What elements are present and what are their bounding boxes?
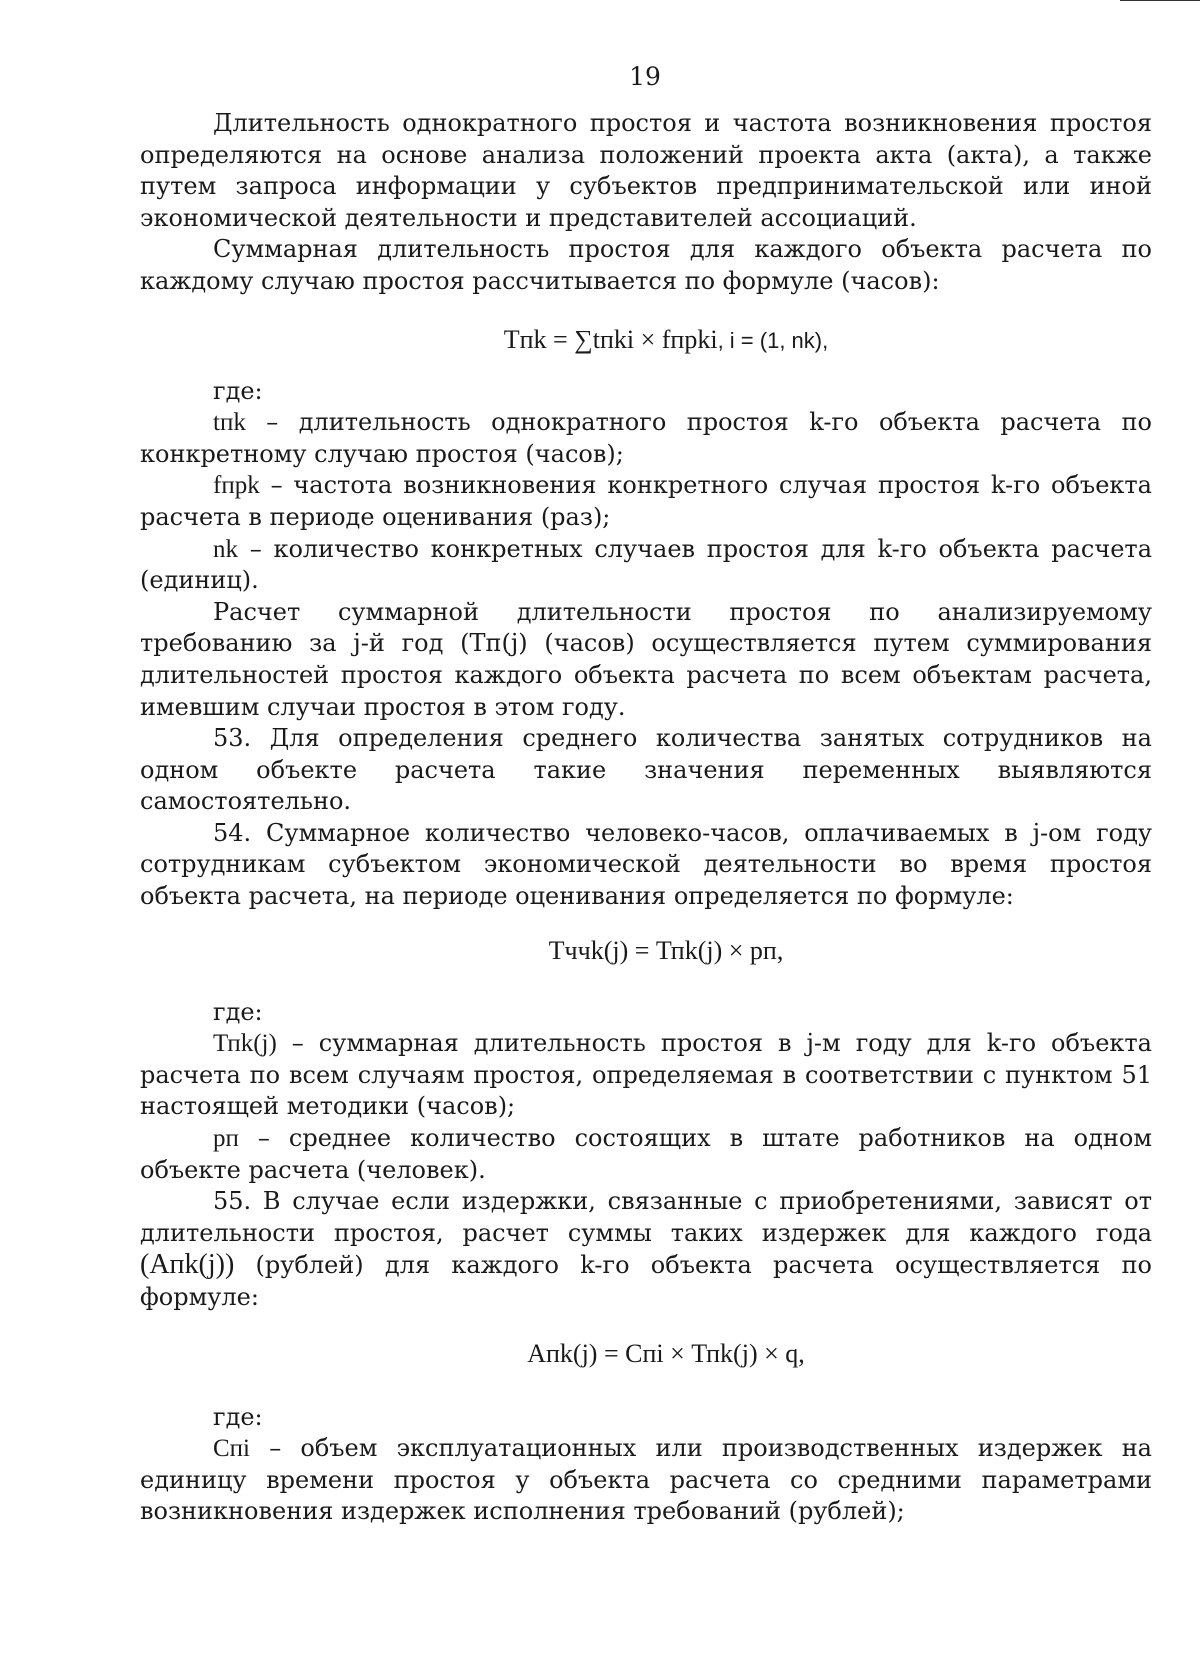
formula-3-tail: , [798,1338,805,1368]
formula-3-expression: Апk(j) = Спi × Тпk(j) × q [527,1338,799,1368]
definition-f [140,470,1152,533]
paragraph-3: Расчет суммарной длительности простоя по анализируемому требованию за j-й год (Тп(j) (часов) осуществляется путем суммирования длительностей простоя каждого объекта расчета по всем объектам расчета, имевшим случаи простоя в этом году. [140,597,1152,721]
where-label-3: где: [213,1402,263,1431]
paragraph-55-part-a: 55. В случае если издержки, связанные с приобретениями, зависят от длительности простоя, расчет суммы таких издержек для каждого года [140,1187,1152,1247]
definition-n-text: – количество конкретных случаев простоя для k-го объекта расчета (единиц). [140,534,1153,595]
paragraph-55 [140,1186,1152,1313]
definition-t-text: – длительность однократного простоя k-го объекта расчета по конкретному случаю простоя (часов); [140,408,1152,468]
definition-f-text: – частота возникновения конкретного случая простоя k-го объекта расчета в периоде оценивания (раз); [140,471,1152,531]
definition-T-text: – суммарная длительность простоя в j-м году для k-го объекта расчета по всем случаям простоя, определяемая в соответствии с пунктом 51 настоящей методики (часов); [140,1029,1152,1121]
paragraph-2: Суммарная длительность простоя для каждого объекта расчета по каждому случаю простоя рассчитывается по формуле (часов): [140,235,1152,295]
where-label-1: где: [213,376,263,405]
formula-1-expression: Tпk = ∑tпki × fпрki [503,324,718,354]
definition-C-text: – объем эксплуатационных или производственных издержек на единицу времени простоя у объекта расчета со средними параметрами возникновения издержек исполнения требований (рублей); [140,1434,1152,1526]
symbol-A: (Апk(j)) [140,1249,235,1281]
document-body [140,108,1152,1528]
symbol-t: tпk [213,409,246,437]
definition-T [140,1028,1152,1123]
formula-1-range: , i = (1, nk), [717,327,829,353]
formula-costs [140,1338,1152,1386]
where-label-2: где: [213,997,263,1026]
page-number: 19 [629,62,661,91]
paragraph-55-part-b: (рублей) для каждого k-го объекта расчета осуществляется по формуле: [140,1251,1152,1311]
symbol-C: Спi [213,1435,250,1463]
symbol-p: pп [213,1125,239,1153]
definition-p-text: – среднее количество состоящих в штате работников на одном объекте расчета (человек). [140,1124,1152,1184]
paragraph-1: Длительность однократного простоя и частота возникновения простоя определяются на основе анализа положений проекта акта (акта), а также путем запроса информации у субъектов предпринимательской или иной экономической деятельности и представителей ассоциаций. [140,109,1152,232]
formula-2-expression: Тччk(j) = Тпk(j) × pп [548,935,777,965]
formula-2-tail: , [776,935,784,965]
paragraph-54: 54. Суммарное количество человеко-часов, оплачиваемых в j-ом году сотрудникам субъектом экономической деятельности во время простоя объекта расчета, на периоде оценивания определяется по формуле: [140,818,1152,911]
definition-p [140,1123,1152,1186]
top-edge-line [1120,0,1200,1]
symbol-f: fпрk [213,472,260,500]
symbol-T: Тпk(j) [213,1030,277,1058]
definition-C [140,1433,1152,1528]
formula-man-hours [140,935,1152,983]
symbol-n: nk [213,535,238,563]
paragraph-53: 53. Для определения среднего количества занятых сотрудников на одном объекте расчета такие значения переменных выявляются самостоятельно. [140,724,1152,816]
definition-n [140,534,1152,597]
formula-total-downtime [140,324,1152,368]
definition-t [140,407,1152,470]
